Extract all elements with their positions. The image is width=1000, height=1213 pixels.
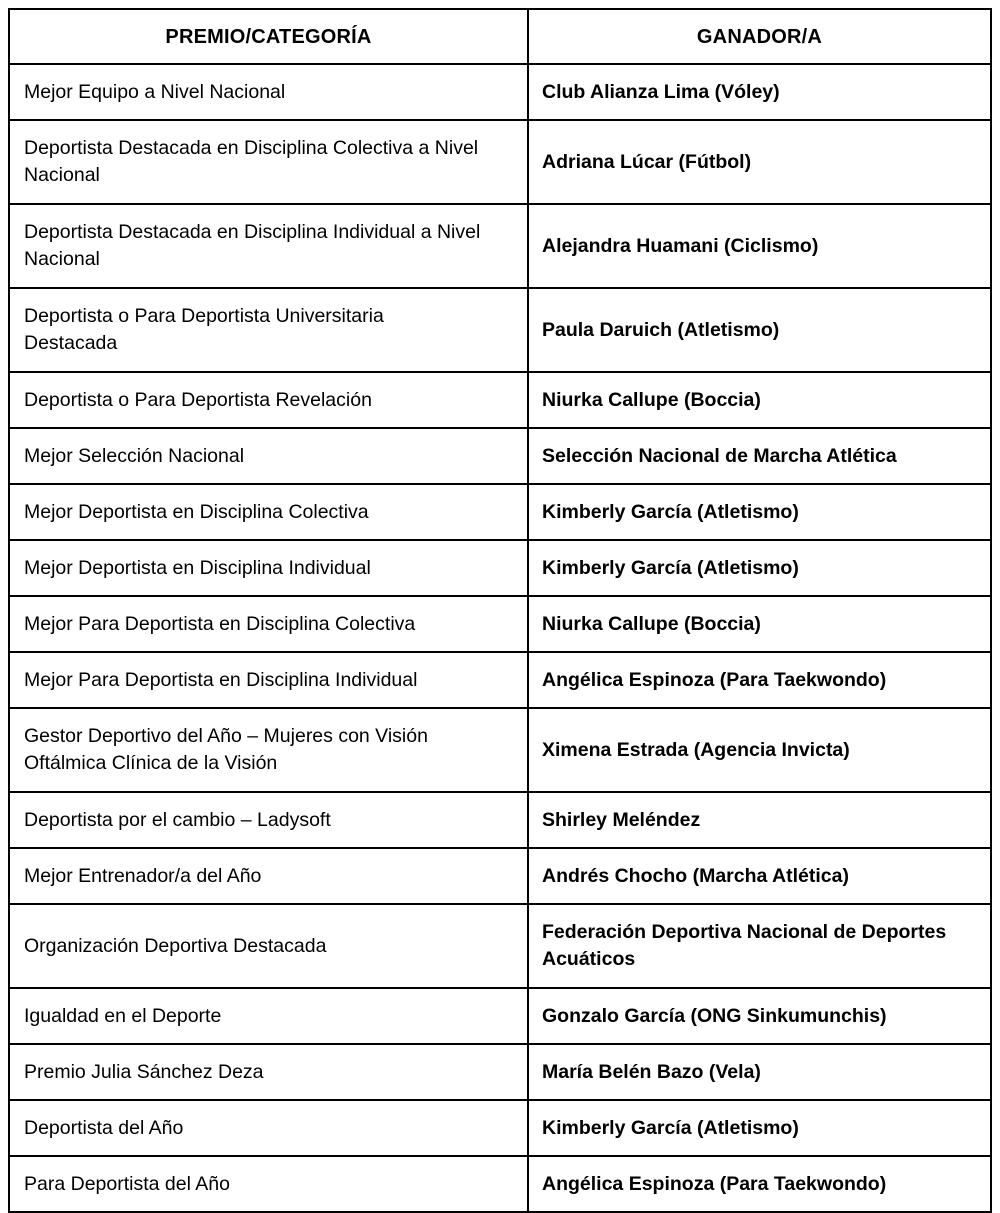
table-row (9, 988, 991, 1044)
text-line: Destacada (24, 332, 118, 354)
cell-winner (528, 652, 991, 708)
table-row (9, 288, 991, 372)
cell-category-text (10, 807, 527, 834)
column-header-category (9, 9, 528, 64)
text-line: Kimberly García (Atletismo) (542, 500, 799, 523)
text-line: Kimberly García (Atletismo) (542, 556, 799, 579)
text-line: Mejor Equipo a Nivel Nacional (24, 80, 286, 103)
text-line: Shirley Meléndez (542, 808, 701, 831)
cell-winner (528, 904, 991, 988)
cell-category-text (10, 611, 527, 638)
table-header (9, 9, 991, 64)
table-row (9, 1044, 991, 1100)
cell-winner-text (529, 1115, 990, 1142)
cell-category (9, 484, 528, 540)
cell-category (9, 1156, 528, 1212)
awards-table (8, 8, 992, 1213)
table-row (9, 204, 991, 288)
cell-winner (528, 848, 991, 904)
cell-category-text (10, 1171, 527, 1198)
cell-category-text (10, 667, 527, 694)
cell-category (9, 988, 528, 1044)
cell-winner-text (529, 737, 990, 764)
cell-winner-text (529, 611, 990, 638)
cell-category (9, 1044, 528, 1100)
text-line: Mejor Deportista en Disciplina Individual (24, 556, 371, 579)
text-line: Selección Nacional de Marcha Atlética (542, 444, 897, 467)
cell-category-text (10, 1115, 527, 1142)
cell-winner-text (529, 499, 990, 526)
text-line: Angélica Espinoza (Para Taekwondo) (542, 668, 887, 691)
cell-winner (528, 1044, 991, 1100)
cell-category-text (10, 933, 527, 960)
cell-category (9, 288, 528, 372)
table-row (9, 484, 991, 540)
cell-category (9, 652, 528, 708)
text-line: Adriana Lúcar (Fútbol) (542, 150, 752, 173)
cell-category-text (10, 723, 527, 777)
cell-category-text (10, 303, 527, 357)
cell-category (9, 596, 528, 652)
text-line: Premio Julia Sánchez Deza (24, 1060, 264, 1083)
text-line: Para Deportista del Año (24, 1172, 230, 1195)
text-line: Mejor Para Deportista en Disciplina Individual (24, 668, 418, 691)
cell-winner (528, 596, 991, 652)
text-line: Alejandra Huamani (Ciclismo) (542, 234, 819, 257)
table-header-row (9, 9, 991, 64)
cell-category-text (10, 1059, 527, 1086)
table-row (9, 1156, 991, 1212)
cell-winner-text (529, 555, 990, 582)
text-line: Deportista o Para Deportista Revelación (24, 388, 372, 411)
text-line: María Belén Bazo (Vela) (542, 1060, 761, 1083)
text-line: Deportista Destacada en Disciplina Individual a Nivel (24, 221, 481, 244)
cell-winner (528, 792, 991, 848)
cell-category (9, 708, 528, 792)
text-line: Deportista del Año (24, 1116, 184, 1139)
table-row (9, 792, 991, 848)
cell-winner-text (529, 1059, 990, 1086)
text-line: Nacional (24, 248, 100, 270)
cell-winner (528, 1156, 991, 1212)
table-body (9, 64, 991, 1212)
table-row (9, 540, 991, 596)
cell-category (9, 904, 528, 988)
text-line: Gestor Deportivo del Año – Mujeres con Visión (24, 725, 428, 748)
table-row (9, 64, 991, 120)
cell-winner-text (529, 667, 990, 694)
cell-winner (528, 64, 991, 120)
cell-category-text (10, 1003, 527, 1030)
table-row (9, 652, 991, 708)
cell-category (9, 120, 528, 204)
text-line: Club Alianza Lima (Vóley) (542, 80, 780, 103)
text-line: Deportista Destacada en Disciplina Colectiva a Nivel (24, 137, 479, 160)
cell-winner (528, 428, 991, 484)
table-row (9, 904, 991, 988)
cell-category-text (10, 443, 527, 470)
cell-winner-text (529, 1171, 990, 1198)
table-row (9, 372, 991, 428)
text-line: Niurka Callupe (Boccia) (542, 612, 761, 635)
cell-category-text (10, 499, 527, 526)
text-line: Angélica Espinoza (Para Taekwondo) (542, 1172, 887, 1195)
cell-category (9, 204, 528, 288)
cell-winner (528, 988, 991, 1044)
cell-category (9, 540, 528, 596)
column-header-winner (528, 9, 991, 64)
cell-category-text (10, 863, 527, 890)
cell-winner-text (529, 807, 990, 834)
text-line: Mejor Selección Nacional (24, 444, 245, 467)
cell-winner-text (529, 919, 990, 973)
text-line: Oftálmica Clínica de la Visión (24, 752, 278, 774)
cell-winner (528, 540, 991, 596)
text-line: Niurka Callupe (Boccia) (542, 388, 761, 411)
cell-winner-text (529, 79, 990, 106)
cell-category-text (10, 79, 527, 106)
text-line: Ximena Estrada (Agencia Invicta) (542, 738, 850, 761)
cell-winner-text (529, 149, 990, 176)
text-line: Nacional (24, 164, 100, 186)
cell-winner-text (529, 317, 990, 344)
text-line: Andrés Chocho (Marcha Atlética) (542, 864, 849, 887)
table-row (9, 596, 991, 652)
text-line: Mejor Entrenador/a del Año (24, 864, 262, 887)
cell-winner-text (529, 863, 990, 890)
column-header-category-label: PREMIO/CATEGORÍA (165, 25, 372, 48)
cell-category-text (10, 219, 527, 273)
cell-winner-text (529, 387, 990, 414)
cell-category (9, 64, 528, 120)
cell-winner (528, 372, 991, 428)
table-row (9, 1100, 991, 1156)
cell-category (9, 848, 528, 904)
cell-category-text (10, 555, 527, 582)
text-line: Igualdad en el Deporte (24, 1004, 222, 1027)
cell-winner (528, 204, 991, 288)
cell-category (9, 1100, 528, 1156)
table-row (9, 428, 991, 484)
cell-winner (528, 484, 991, 540)
text-line: Paula Daruich (Atletismo) (542, 318, 780, 341)
awards-table-container (8, 8, 990, 1213)
cell-winner (528, 708, 991, 792)
table-row (9, 708, 991, 792)
cell-winner-text (529, 233, 990, 260)
cell-winner (528, 1100, 991, 1156)
cell-winner-text (529, 1003, 990, 1030)
text-line: Gonzalo García (ONG Sinkumunchis) (542, 1004, 887, 1027)
text-line: Federación Deportiva Nacional de Deportes (542, 921, 947, 944)
text-line: Mejor Deportista en Disciplina Colectiva (24, 500, 369, 523)
cell-winner-text (529, 443, 990, 470)
table-row (9, 120, 991, 204)
text-line: Organización Deportiva Destacada (24, 934, 327, 957)
text-line: Acuáticos (542, 948, 636, 970)
text-line: Kimberly García (Atletismo) (542, 1116, 799, 1139)
cell-category (9, 428, 528, 484)
table-row (9, 848, 991, 904)
column-header-winner-label: GANADOR/A (696, 25, 823, 48)
cell-winner (528, 120, 991, 204)
text-line: Deportista por el cambio – Ladysoft (24, 808, 331, 831)
text-line: Mejor Para Deportista en Disciplina Colectiva (24, 612, 416, 635)
cell-winner (528, 288, 991, 372)
cell-category (9, 372, 528, 428)
cell-category (9, 792, 528, 848)
text-line: Deportista o Para Deportista Universitaria (24, 305, 384, 328)
cell-category-text (10, 387, 527, 414)
cell-category-text (10, 135, 527, 189)
